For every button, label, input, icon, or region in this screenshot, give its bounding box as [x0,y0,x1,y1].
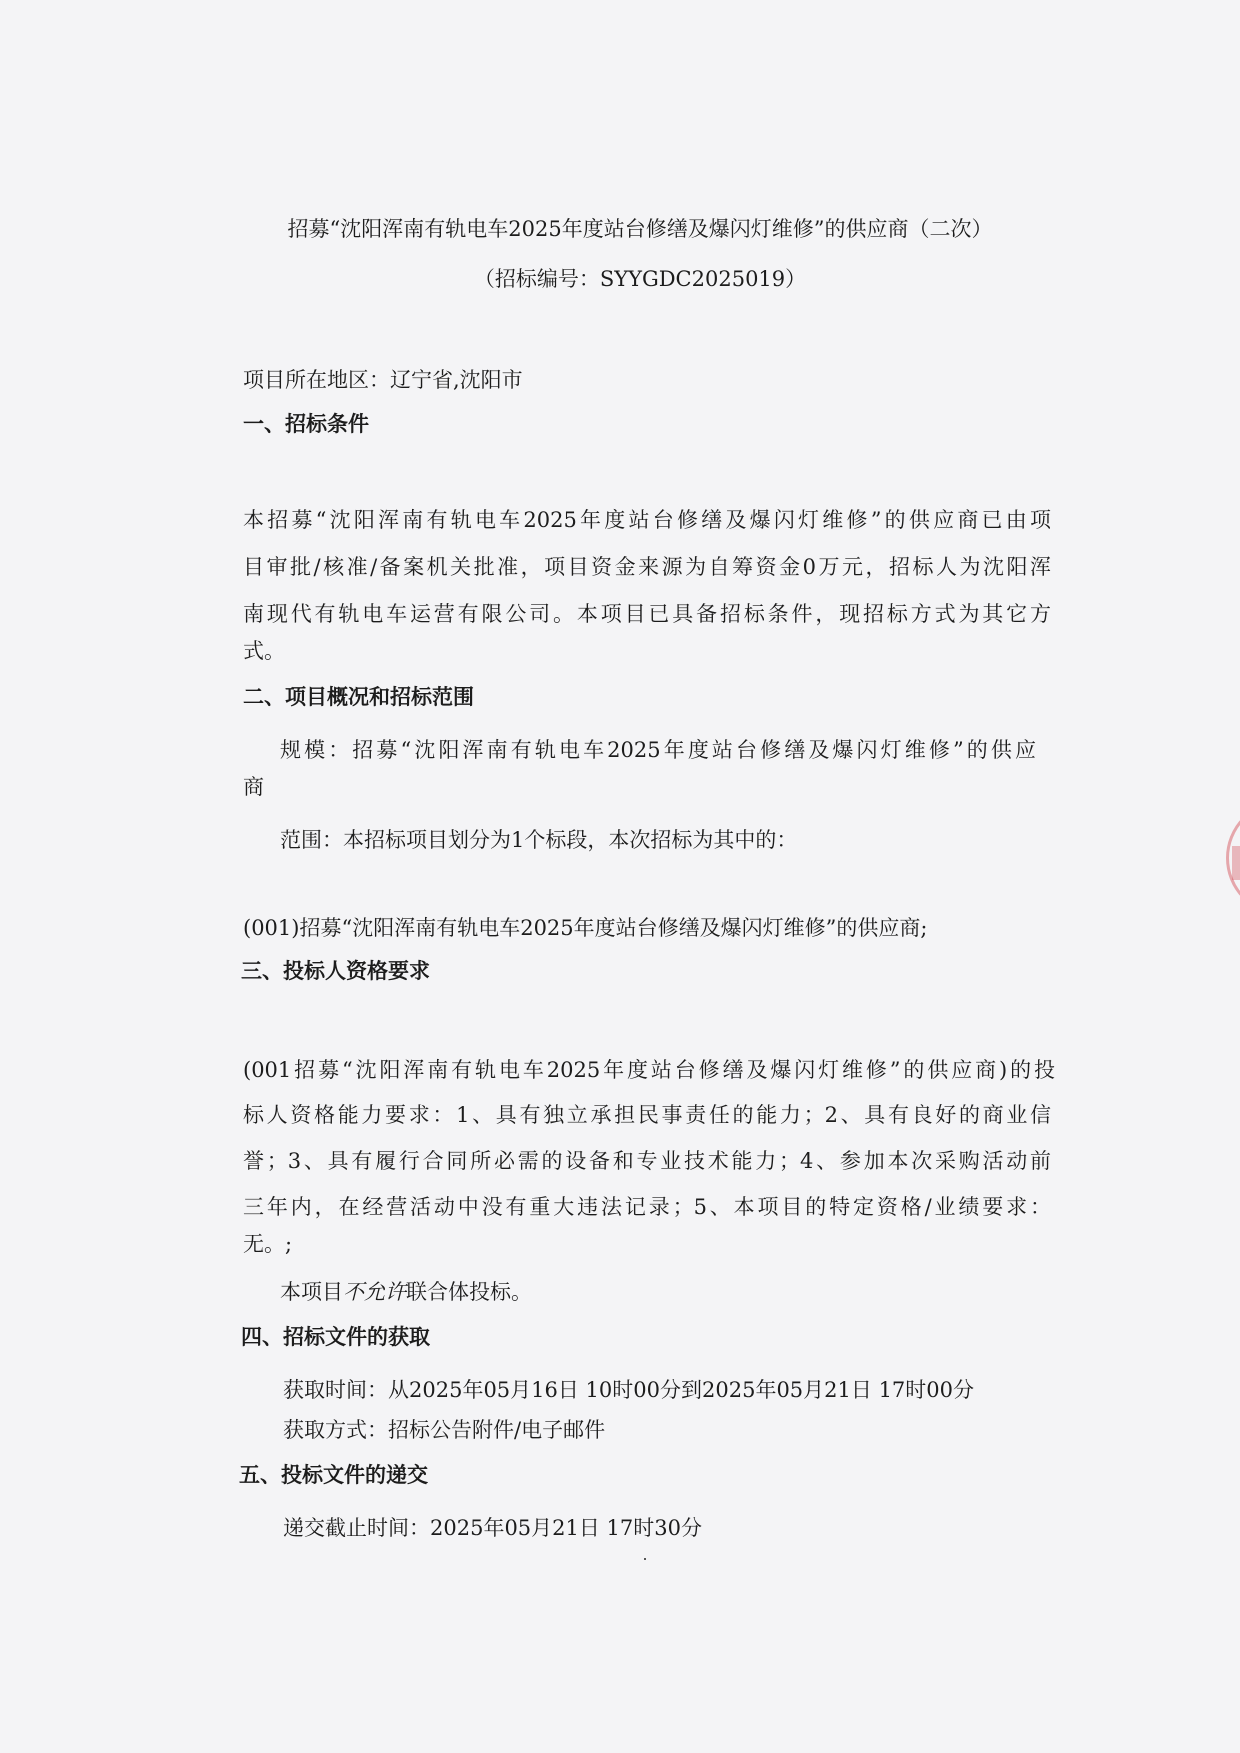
scan-dot [644,1558,646,1560]
section1-line-2: 目审批/核准/备案机关批准，项目资金来源为自筹资金0万元，招标人为沈阳浑 [243,555,1051,579]
section3-heading: 三、投标人资格要求 [241,959,430,983]
section4-heading: 四、招标文件的获取 [241,1325,430,1349]
section1-heading: 一、招标条件 [243,412,369,436]
tender-number: （招标编号：SYYGDC2025019） [473,267,807,291]
project-location: 项目所在地区：辽宁省,沈阳市 [243,368,523,392]
section3-line-2: 标人资格能力要求：1、具有独立承担民事责任的能力；2、具有良好的商业信 [243,1103,1051,1127]
scale-line-2: 商 [243,775,264,799]
section3-line-4: 三年内，在经营活动中没有重大违法记录；5、本项目的特定资格/业绩要求： [243,1195,1051,1219]
joint-bid-not-allowed: 不允许 [343,1280,406,1304]
joint-bid-suffix: 联合体投标。 [406,1280,532,1304]
section5-heading: 五、投标文件的递交 [239,1463,428,1487]
lot-line: (001)招募“沈阳浑南有轨电车2025年度站台修缮及爆闪灯维修”的供应商; [243,916,928,940]
scale-line-1: 规模：招募“沈阳浑南有轨电车2025年度站台修缮及爆闪灯维修”的供应 [280,738,1036,762]
section1-line-3: 南现代有轨电车运营有限公司。本项目已具备招标条件，现招标方式为其它方 [243,602,1051,626]
section3-line-1: (001招募“沈阳浑南有轨电车2025年度站台修缮及爆闪灯维修”的供应商)的投 [243,1058,1055,1082]
red-seal-mark [1232,846,1240,880]
section1-line-1: 本招募“沈阳浑南有轨电车2025年度站台修缮及爆闪灯维修”的供应商已由项 [243,508,1051,532]
acquisition-time: 获取时间：从2025年05月16日 10时00分到2025年05月21日 17时00分 [283,1378,975,1402]
section3-line-5: 无。; [243,1232,293,1256]
section1-line-4: 式。 [243,639,285,663]
section3-line-3: 誉；3、具有履行合同所必需的设备和专业技术能力；4、参加本次采购活动前 [243,1149,1051,1173]
document-title: 招募“沈阳浑南有轨电车2025年度站台修缮及爆闪灯维修”的供应商（二次） [287,217,993,241]
joint-bid-prefix: 本项目 [280,1280,343,1304]
scope-line: 范围：本招标项目划分为1个标段，本次招标为其中的： [280,828,798,852]
joint-bid-line [280,1282,532,1303]
acquisition-method: 获取方式：招标公告附件/电子邮件 [283,1418,606,1442]
submission-deadline: 递交截止时间：2025年05月21日 17时30分 [283,1516,703,1540]
section2-heading: 二、项目概况和招标范围 [243,685,474,709]
